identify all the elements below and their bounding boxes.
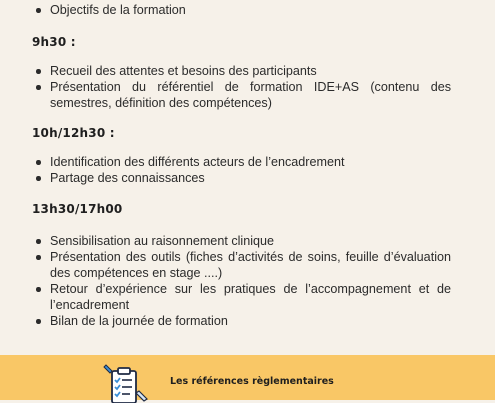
list-item: Sensibilisation au raisonnement clinique: [0, 233, 495, 249]
section-time-2: 10h/12h30 :: [32, 126, 115, 140]
list-item: Retour d’expérience sur les pratiques de l’accompagnement et de l’encadrement: [0, 281, 495, 313]
section-2-list: [0, 154, 495, 186]
references-title: Les références règlementaires: [170, 376, 334, 387]
list-item: Identification des différents acteurs de l’encadrement: [0, 154, 495, 170]
intro-list: [0, 2, 495, 18]
list-item: Présentation du référentiel de formation IDE+AS (contenu des semestres, définition des compétences): [0, 79, 495, 111]
list-item: Partage des connaissances: [0, 170, 495, 186]
list-item: Objectifs de la formation: [0, 2, 495, 18]
references-band: [0, 355, 495, 400]
checklist-document-icon: [103, 363, 153, 403]
list-item: Présentation des outils (fiches d’activités de soins, feuille d’évaluation des compétences en stage ....): [0, 249, 495, 281]
section-3-list: [0, 233, 495, 329]
section-1-list: [0, 63, 495, 111]
section-time-1: 9h30 :: [32, 35, 76, 49]
section-time-3: 13h30/17h00: [32, 202, 123, 216]
list-item: Recueil des attentes et besoins des participants: [0, 63, 495, 79]
list-item: Bilan de la journée de formation: [0, 313, 495, 329]
